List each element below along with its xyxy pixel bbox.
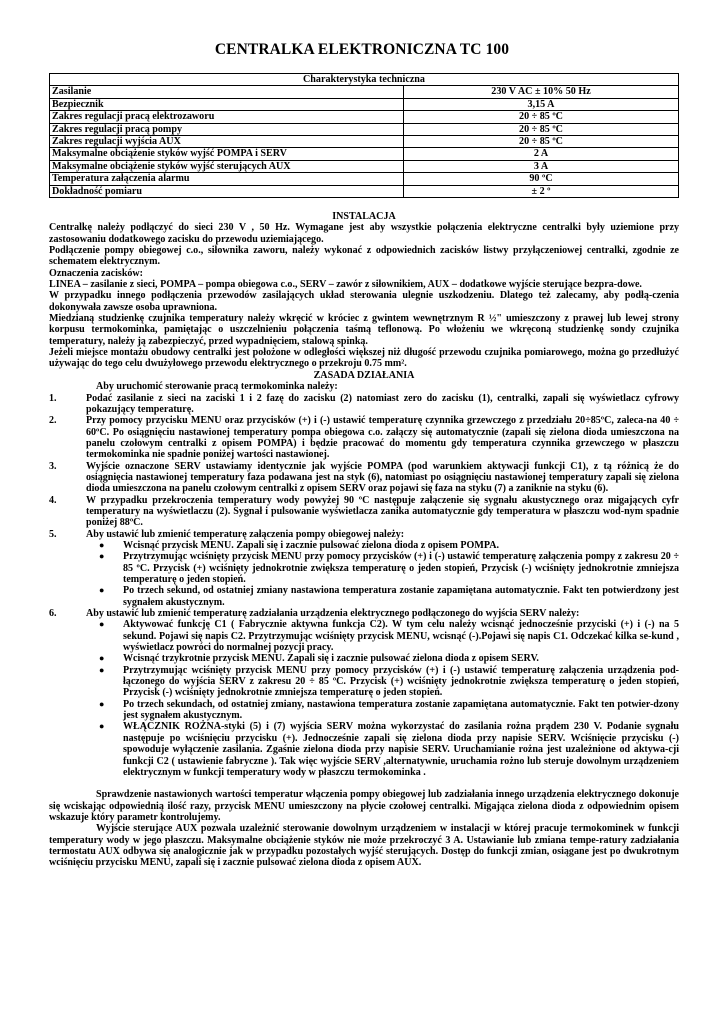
- bullet-icon: ●: [99, 721, 105, 732]
- spec-table-row: [50, 111, 679, 123]
- spec-value: 90 ºC: [404, 173, 679, 185]
- list-item-6: [49, 608, 679, 619]
- bullet-icon: ●: [99, 653, 105, 664]
- bullet-text: Wcisnąć trzykrotnie przycisk MENU. Zapali się i zacznie pulsować zielona dioda z opisem SERV.: [123, 653, 539, 665]
- list-item: [49, 461, 679, 495]
- operation-list: [49, 393, 679, 540]
- installation-paragraph: LINEA – zasilanie z sieci, POMPA – pompa obiegowa c.o., SERV – zawór z siłownikiem, AUX – dodatkowe wyjście sterujące bezpra-dowe.: [49, 279, 642, 291]
- list-item-text: Aby ustawić lub zmienić temperaturę załączenia pompy obiegowej należy:: [86, 528, 405, 540]
- spacer: [49, 778, 679, 789]
- bullet-text: WŁĄCZNIK ROŻNA-styki (5) i (7) wyjścia SERV można wykorzystać do zasilania rożna prądem 230 V. Podanie sygnału następuje po wciśnięciu przycisku (+). Jednocześnie zapali się zielona dioda przy napisie SERV. Wciśnięcie przycisku (-) spowoduje wyłączenie zasilania. Zgaśnie zielona dioda przy napisie SERV. Uruchamianie rożna jest uzależnione od aktywa-cji funkcji C2 ( ustawienie fabryczne ). Tak więc wyjście SERV ,alternatywnie, uruchamia rożno lub steruje dowolnym urządzeniem elektrycznym w funkcji temperatury wody w płaszczu termokominka .: [123, 721, 679, 778]
- list-item: [49, 495, 679, 529]
- bullet-icon: ●: [99, 619, 105, 630]
- bullet-item: [49, 585, 679, 608]
- bullet-text: Przytrzymując wciśnięty przycisk MENU przy pomocy przycisków (+) i (-) ustawić temperaturę załączenia pompy z zakresu 20 ÷ 85 ºC. Przycisk (+) wciśnięty jednokrotnie zwiększa temperaturę o jeden stopień, Przycisk (-) wciśnięty jednokrotnie zmniejsza temperaturę o jeden stopień.: [123, 551, 679, 585]
- installation-paragraph: Centralkę należy podłączyć do sieci 230 V , 50 Hz. Wymagane jest aby wszystkie połączenia elektryczne centralki były uziemione przy zastosowaniu dodatkowego zacisku do przewodu uziemiającego.: [49, 222, 679, 245]
- spec-value: 20 ÷ 85 ºC: [404, 111, 679, 123]
- item6-bullets: [49, 619, 679, 778]
- spec-table-row: [50, 86, 679, 98]
- spec-label: Zasilanie: [50, 86, 404, 98]
- bullet-item: [49, 665, 679, 699]
- spec-label: Zakres regulacji wyjścia AUX: [50, 136, 404, 148]
- bullet-text: Po trzech sekund, od ostatniej zmiany nastawiona temperatura zostanie zapamiętana automatycznie. Fakt ten potwierdzony jest sygnałem akustycznym.: [123, 585, 679, 608]
- bullet-icon: ●: [99, 551, 105, 562]
- bullet-text: Po trzech sekundach, od ostatniej zmiany, nastawiona temperatura zostanie zapamiętana automatycznie. Fakt ten potwier-dzony jest sygnałem akustycznym.: [123, 698, 679, 722]
- spec-table-row: [50, 123, 679, 135]
- bullet-item: [49, 653, 679, 664]
- bullet-text: Przytrzymując wciśnięty przycisk MENU przy pomocy przycisków (+) i (-) ustawić temperaturę załączenia urządzenia pod-łączonego do wyjścia SERV z zakresu 20 ÷ 85 ºC. Przycisk (+) wciśnięty jednokrotnie zwiększa temperaturę o jeden stopień, Przycisk (-) wciśnięty jednokrotnie zmniejsza temperaturę o jeden stopień.: [123, 664, 679, 699]
- bullet-icon: ●: [99, 698, 105, 709]
- spec-value: 230 V AC ± 10% 50 Hz: [404, 86, 679, 98]
- spec-table: [49, 73, 679, 198]
- document-title: CENTRALKA ELEKTRONICZNA TC 100: [214, 41, 510, 58]
- operation-heading: ZASADA DZIAŁANIA: [313, 369, 415, 381]
- spec-table-header-row: [50, 74, 679, 86]
- spec-label: Maksymalne obciążenie styków wyjść sterujących AUX: [50, 160, 404, 172]
- spec-value: 3 A: [404, 160, 679, 172]
- list-item: [49, 529, 679, 540]
- spec-value: 20 ÷ 85 ºC: [404, 136, 679, 148]
- spec-table-row: [50, 160, 679, 172]
- installation-paragraph: W przypadku innego podłączenia przewodów zasilających układ sterowania ulegnie uszkodzeniu. Dlatego też zalecamy, aby podłą-czenia dokonywała zawsze osoba uprawniona.: [49, 290, 679, 313]
- bullet-item: [49, 721, 679, 778]
- operation-intro: Aby uruchomić sterowanie pracą termokominka należy:: [96, 381, 338, 393]
- bullet-item: [49, 699, 679, 722]
- list-item-text: W przypadku przekroczenia temperatury wody powyżej 90 ºC następuje załączenie się sygnału akustycznego oraz migających cyfr temperatury na wyświetlaczu (2). Sygnał i pulsowanie wyświetlacza zanika automatycznie gdy temperatura w płaszczu wod-nym spadnie poniżej 88ºC.: [86, 494, 679, 529]
- bullet-icon: ●: [99, 664, 105, 675]
- list-item-number: 4.: [49, 494, 57, 506]
- list-item: [49, 393, 679, 416]
- spec-value: 20 ÷ 85 ºC: [404, 123, 679, 135]
- document-body: [49, 211, 679, 869]
- spec-table-row: [50, 148, 679, 160]
- bullet-text: Aktywować funkcję C1 ( Fabrycznie aktywna funkcja C2). W tym celu należy wcisnąć jednocześnie przyciski (+) i (-) na 5 sekund. Pojawi się napis C2. Przytrzymując wciśnięty przycisk MENU, wcisnąć (-).Pojawi się napis C1. Odczekać kilka se-kund , wyświetlacz powróci do normalnej pozycji pracy.: [123, 619, 679, 654]
- spec-value: 2 A: [404, 148, 679, 160]
- list-item-number: 1.: [49, 392, 57, 404]
- installation-paragraph: Jeżeli miejsce montażu obudowy centralki jest położone w odległości większej niż długość przewodu czujnika pomiarowego, można go przedłużyć używając do tego celu dwużyłowego przewodu elektrycznego o przekroju 0.75 mm².: [49, 347, 679, 370]
- installation-section: [49, 222, 679, 369]
- closing-paragraph-1: Sprawdzenie nastawionych wartości temperatur włączenia pompy obiegowej lub zadziałania innego urządzenia elektrycznego dokonuje się wciskając odpowiednią ilość razy, przycisk MENU umieszczony na płycie czołowej centralki. Migająca zielona dioda z odpowiednim opisem wskazuje który parametr kontrolujemy.: [49, 789, 679, 823]
- spec-label: Bezpiecznik: [50, 98, 404, 110]
- bullet-icon: ●: [99, 539, 105, 550]
- installation-paragraph: Podłączenie pompy obiegowej c.o., siłownika zaworu, należy wykonać z odpowiednich zacisków listwy przyłączeniowej centralki, zgodnie ze schematem elektrycznym.: [49, 245, 679, 268]
- spec-table-row: [50, 136, 679, 148]
- bullet-item: [49, 551, 679, 585]
- installation-heading: INSTALACJA: [332, 211, 396, 222]
- bullet-item: [49, 540, 679, 551]
- spec-label: Zakres regulacji pracą pompy: [50, 123, 404, 135]
- list-item-text: Podać zasilanie z sieci na zaciski 1 i 2 fazę do zacisku (2) natomiast zero do zacisku (1), centralki, zapali się wyświetlacz cyfrowy pokazujący temperaturę.: [86, 392, 679, 415]
- spec-table-row: [50, 173, 679, 185]
- item5-bullets: [49, 540, 679, 608]
- list-item-text: Przy pomocy przycisku MENU oraz przycisków (+) i (-) ustawić temperaturę czynnika grzewczego z przedziału 20÷85ºC, zaleca-na 40 ÷ 60ºC. Po osiągnięciu nastawionej temperatury pompa obiegowa c.o. załączy się automatycznie (zapali się zielona dioda umieszczona na panelu czołowym centralki z opisem POMPA) i będzie pracować do momentu gdy temperatura czynnika grzewczego w płaszczu termokominka nie spadnie poniżej wartości nastawionej.: [86, 415, 679, 461]
- bullet-text: Wcisnąć przycisk MENU. Zapali się i zacznie pulsować zielona dioda z opisem POMPA.: [123, 539, 499, 551]
- spec-table-row: [50, 185, 679, 197]
- spec-label: Temperatura załączenia alarmu: [50, 173, 404, 185]
- list-item-number: 6.: [49, 608, 57, 620]
- list-item-number: 2.: [49, 415, 57, 427]
- spec-label: Dokładność pomiaru: [50, 185, 404, 197]
- spec-table-row: [50, 98, 679, 110]
- spec-table-header: Charakterystyka techniczna: [50, 74, 679, 86]
- closing-paragraph-2: Wyjście sterujące AUX pozwala uzależnić sterowanie dowolnym urządzeniem w instalacji w której pracuje termokominek w funkcji temperatury wody w jego płaszczu. Maksymalne obciążenie styków nie może przekroczyć 3 A. Ustawianie lub zmiana tempe-ratury zadziałania termostatu AUX odbywa się analogicznie jak w przypadku pozostałych wyjść sterujących. Dostęp do funkcji zmian, osiągane jest po dwukrotnym wciśnięciu przycisku MENU, zapali się i zacznie pulsować zielona dioda z opisem AUX.: [49, 823, 679, 869]
- bullet-icon: ●: [99, 585, 105, 596]
- spec-value: 3,15 A: [404, 98, 679, 110]
- bullet-item: [49, 619, 679, 653]
- list-item-number: 5.: [49, 528, 57, 540]
- list-item-text: Wyjście oznaczone SERV ustawiamy identycznie jak wyjście POMPA (pod warunkiem aktywacji funkcji C1), z tą różnicą że do osiągnięcia nastawionej temperatury faza podawana jest na styk (6), natomiast po osiągnięciu nastawionej temperatury zapali się zielona dioda umieszczona na panelu czołowym centralki z opisem SERV oraz pojawi się faza na styku (7) a zaniknie na styku (6).: [86, 460, 679, 495]
- list-item-number: 3.: [49, 460, 57, 472]
- spec-label: Zakres regulacji pracą elektrozaworu: [50, 111, 404, 123]
- list-item-text: Aby ustawić lub zmienić temperaturę zadziałania urządzenia elektrycznego podłączonego do wyjścia SERV należy:: [86, 608, 580, 620]
- spec-label: Maksymalne obciążenie styków wyjść POMPA i SERV: [50, 148, 404, 160]
- spec-value: ± 2 º: [404, 185, 679, 197]
- installation-paragraph: Miedzianą studzienkę czujnika temperatury należy wkręcić w króciec z gwintem wewnętrznym R ½" umieszczony z prawej lub lewej strony korpusu termokominka, pamiętając o uszczelnieniu połączenia taśmą teflonową. Po włożeniu we wkręconą studzienkę sondy czujnika temperatury, należy ją zabezpieczyć, przed wypadnięciem, stalową spinką.: [49, 313, 679, 347]
- list-item: [49, 415, 679, 460]
- installation-paragraph: Oznaczenia zacisków:: [49, 267, 144, 279]
